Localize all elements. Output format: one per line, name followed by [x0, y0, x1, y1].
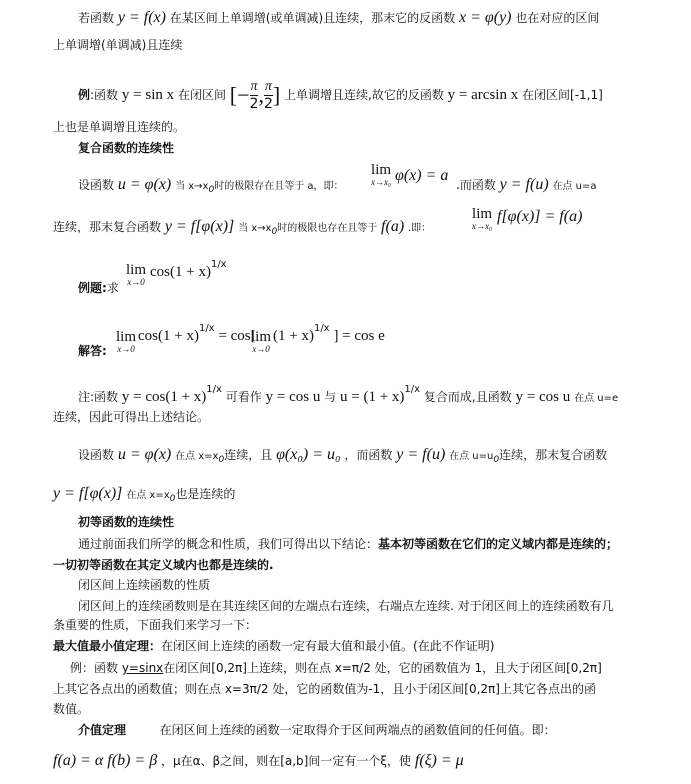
p7-line2: 条重要的性质，下面我们来学习一下： — [53, 618, 258, 632]
p4-line1: 设函数 u = φ(x) 在点 $x=x_0$连续，且 φ(x₀) = u₀ ，而函数 y = f(u) 在点 $u=u_0$连续，那末复合函数 — [78, 446, 608, 465]
p1-text-a: 若函数 — [78, 11, 115, 25]
p1-text-c: 也在对应的区间 — [515, 11, 600, 25]
formula-x-phi-y: x = φ(y) — [458, 9, 512, 26]
p3-line1: 设函数 u = φ(x) 当 $x\to x_0$时的极限存在且等于 a，即： — [78, 176, 344, 195]
conclusion-bold-a: 基本初等函数在它们的定义域内都是连续的； — [378, 537, 619, 551]
p9-line3: 数值。 — [53, 702, 90, 716]
solution-expr-2: $(1 + x)^{1/x}$ ] = cos e — [273, 323, 385, 344]
p3-line1b: .而函数 y = f(u) 在点 u=a — [456, 176, 597, 193]
p1-line2: 上单调增(单调减)且连续 — [53, 38, 183, 52]
example-expression: $\cos(1 + x)^{1/x}$ — [150, 259, 227, 280]
note-line2: 连续，因此可得出上述结论。 — [53, 410, 210, 424]
formula-y-fu: y = f(u) — [499, 176, 549, 193]
p9-line1: 例：函数 y=sinx在闭区间[0,2π]上连续，则在点 x=π/2 处，它的函数值为 1，且大于闭区间[0,2π] — [70, 661, 602, 675]
formula-y-fx: y = f(x) — [117, 9, 166, 26]
subheading-closed-interval: 闭区间上连续函数的性质 — [78, 578, 211, 592]
p7-line1: 闭区间上的连续函数则是在其连续区间的左端点右连续，右端点左连续. 对于闭区间上的连续函数有几 — [78, 599, 614, 613]
formula-composite: y = f[φ(x)] — [164, 218, 235, 235]
theorem-label-maxmin: 最大值最小值定理： — [53, 639, 162, 653]
limit-x-to-0-s1: lim x→0 — [116, 329, 137, 354]
interval-right-bracket: ] — [272, 82, 281, 108]
limit-x-to-x0-b: lim x→x₀ — [472, 206, 493, 231]
example-question: 例题:求 — [78, 281, 119, 295]
note-line1: 注:函数 $y = \cos(1 + x)^{1/x}$ 可看作 y = cos u 与 $u = (1 + x)^{1/x}$ 复合而成,且函数 y = cos u 在点 u=e — [78, 384, 619, 405]
formula-composite-limit: f[φ(x)] = f(a) — [497, 208, 583, 225]
fraction-pi-over-2-a: $\frac{\pi}{2}$ — [249, 79, 259, 112]
limit-x-to-0-s2: lim x→0 — [251, 329, 272, 354]
solution-expr-1: $\cos(1 + x)^{1/x} = \cos$[ — [138, 323, 256, 344]
p2-text-c: 上单调增且连续,故它的反函数 — [284, 88, 444, 102]
p2-text-a: :函数 — [90, 88, 119, 102]
p5-line1: 通过前面我们所学的概念和性质，我们可得出以下结论：基本初等函数在它们的定义域内都是连续的； — [78, 537, 619, 551]
p9-line2: 上其它各点出的函数值；则在点 x=3π/2 处，它的函数值为-1，且小于闭区间[0,2π]上其它各点出的函 — [53, 682, 596, 696]
fraction-pi-over-2-b: $\frac{\pi}{2}$ — [263, 79, 273, 112]
formula-u-1px: u = (1 + x) — [340, 389, 405, 405]
solution-label: 解答: — [78, 344, 107, 358]
p3-line2: 连续，那末复合函数 y = f[φ(x)] 当 $x\to x_0$时的极限也存在且等于 f(a) .即： — [53, 218, 432, 237]
limit-x-to-x0-a: lim x→x₀ — [371, 162, 392, 187]
p2-text-b: 在闭区间 — [177, 88, 226, 102]
heading-elementary-continuity: 初等函数的连续性 — [78, 515, 175, 529]
formula-fa: f(a) — [381, 218, 405, 235]
p4-line2: y = f[φ(x)] 在点 $x=x_0$也是连续的 — [53, 485, 236, 504]
p2-text-d: 在闭区间[-1,1] — [522, 88, 603, 102]
formula-phi-x0-u0: φ(x₀) = u₀ — [276, 446, 341, 463]
formula-fa-fb: f(a) = α f(b) = β — [53, 752, 158, 769]
max-min-theorem: 最大值最小值定理：在闭区间上连续的函数一定有最大值和最小值。(在此不作证明) — [53, 639, 495, 653]
interval-left-bracket: [− — [229, 82, 250, 108]
p2-line2: 上也是单调增且连续的。 — [53, 120, 186, 134]
ivt-formula-line: f(a) = α f(b) = β ，μ在α、β之间，则在[a,b]间一定有一个ξ，使 f(ξ) = μ — [53, 752, 464, 769]
heading-composite-continuity: 复合函数的连续性 — [78, 141, 175, 155]
formula-arcsin: y = arcsin x — [447, 87, 519, 103]
formula-y-cos-u: y = cos u — [265, 389, 321, 405]
formula-f-xi-mu: f(ξ) = μ — [414, 752, 464, 769]
formula-y-sin-x: y = sin x — [121, 87, 175, 103]
conclusion-bold-b: 一切初等函数在其定义域内也都是连续的. — [53, 558, 274, 572]
formula-u-phi-x: u = φ(x) — [117, 176, 172, 193]
p1-line1 — [78, 9, 599, 27]
theorem-label-ivt: 介值定理 — [78, 723, 127, 737]
formula-phi-eq-a: φ(x) = a — [395, 167, 449, 184]
example-label: 例 — [78, 88, 91, 102]
intermediate-value-theorem: 介值定理 在闭区间上连续的函数一定取得介于区间两端点的函数值间的任何值。即： — [78, 723, 556, 737]
example-problem-label: 例题: — [78, 281, 107, 295]
p1-text-b: 在某区间上单调增(或单调减)且连续，那末它的反函数 — [169, 11, 456, 25]
formula-y-cos-1px: y = cos(1 + x) — [121, 389, 207, 405]
p2-line1: 例:函数 y = sin x 在闭区间 [− $\frac{\pi}{2}$ , $\frac{\pi}{2}$ ] 上单调增且连续,故它的反函数 y = arcsin x 在闭区间[-1,1] — [78, 79, 603, 112]
limit-x-to-0-q: lim x→0 — [126, 262, 147, 287]
